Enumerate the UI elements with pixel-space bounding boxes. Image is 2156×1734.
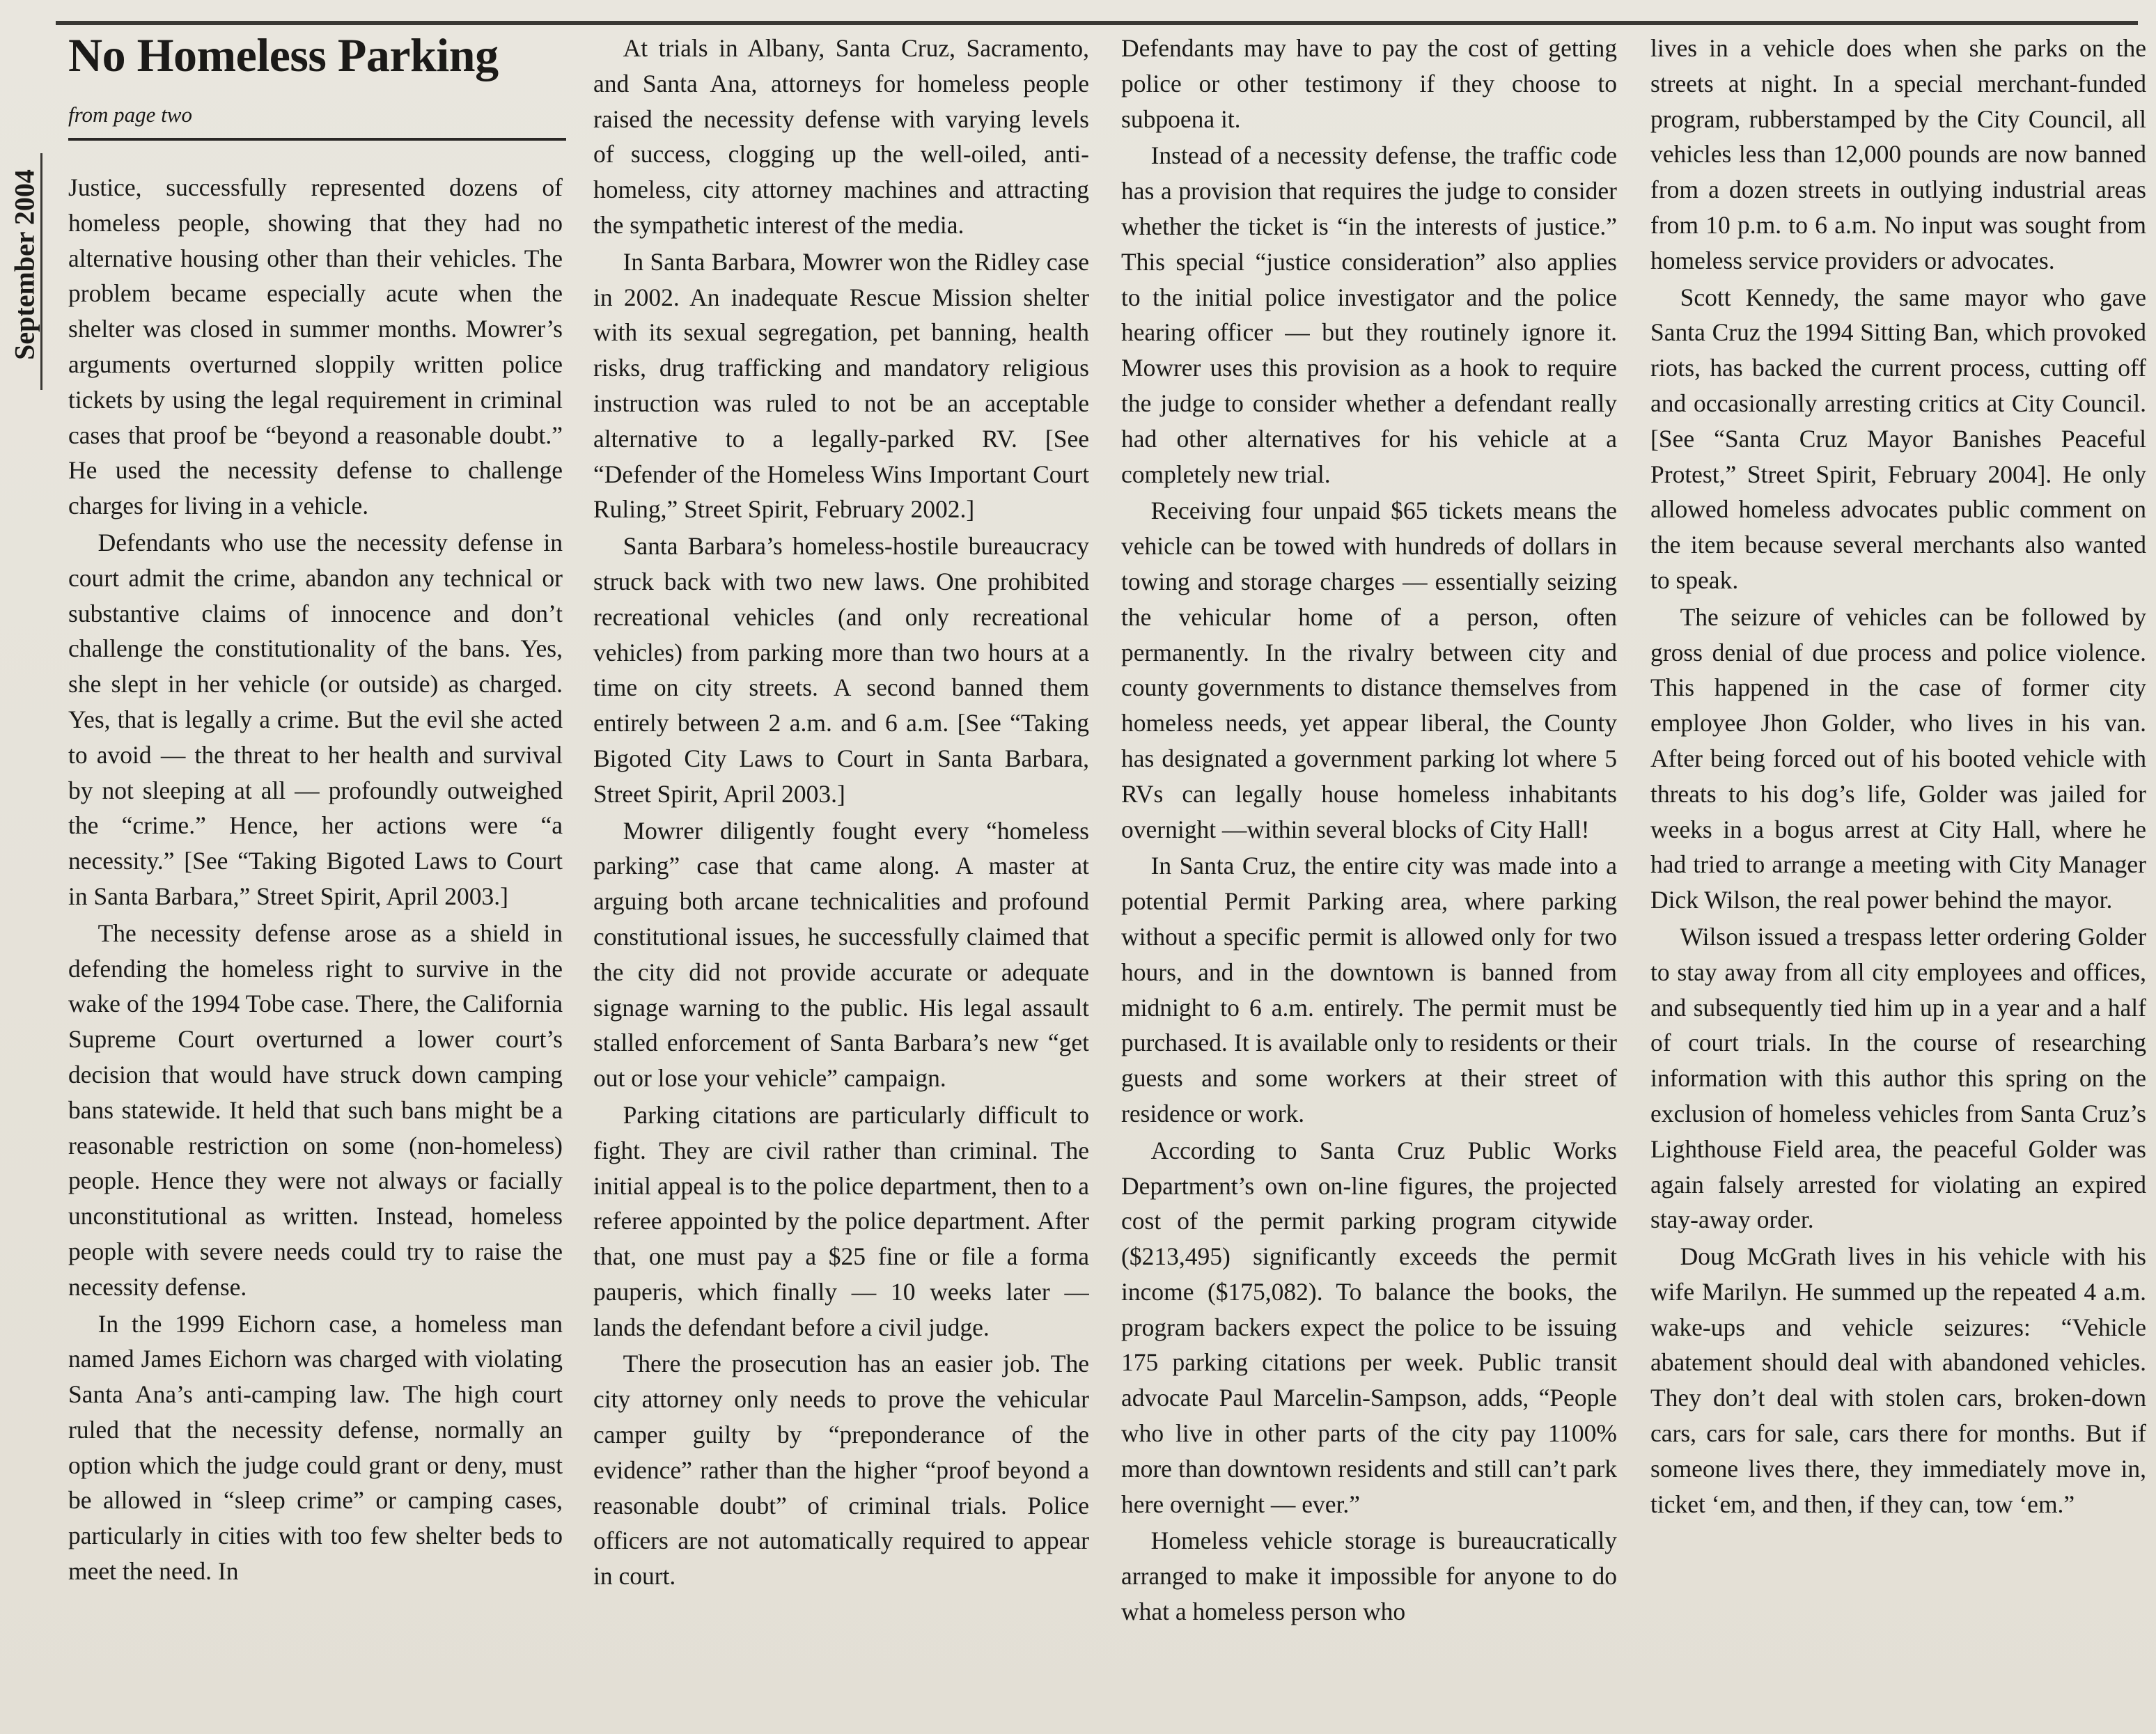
dateline-rule: [40, 153, 42, 390]
dateline-text: September 2004: [8, 169, 40, 360]
kicker: from page two: [68, 102, 192, 127]
paragraph: Parking citations are particularly difficult to fight. They are civil rather than criminal. The initial appeal is to the police department, then to a referee appointed by the police department. After that, one must pay a $25 fine or file a forma pauperis, which finally — 10 weeks later — lands the defendant before a civil judge.: [593, 1100, 1089, 1341]
column-1: [68, 170, 563, 1734]
paragraph: There the prosecution has an easier job. The city attorney only needs to prove the vehicular camper guilty by “preponderance of the evidence” rather than the higher “proof beyond a reasonable doubt” of criminal trials. Police officers are not automatically required to appear in court.: [593, 1350, 1089, 1591]
column-2: [593, 31, 1089, 1734]
paragraph: In Santa Cruz, the entire city was made into a potential Permit Parking area, where parking without a specific permit is allowed only for two hours, and in the downtown is banned from midnight to 6 a.m. entirely. The permit must be purchased. It is available only to residents or their guests and some workers at their street of residence or work.: [1121, 852, 1617, 1127]
paragraph: At trials in Albany, Santa Cruz, Sacramento, and Santa Ana, attorneys for homeless people raised the necessity defense with varying levels of success, clogging up the well-oiled, anti-homeless, city attorney machines and attracting the sympathetic interest of the media.: [593, 34, 1089, 239]
paragraph: Scott Kennedy, the same mayor who gave Santa Cruz the 1994 Sitting Ban, which provoked riots, has backed the current process, cutting off and occasionally arresting critics at City Council. [See “Santa Cruz Mayor Banishes Peaceful Protest,” Street Spirit, February 2004]. He only allowed homeless advocates public comment on the item because several merchants also wanted to speak.: [1650, 283, 2146, 594]
paragraph: Santa Barbara’s homeless-hostile bureaucracy struck back with two new laws. One prohibited recreational vehicles (and only recreational vehicles) from parking more than two hours at a time on city streets. A second banned them entirely between 2 a.m. and 6 a.m. [See “Taking Bigoted City Laws to Court in Santa Barbara, Street Spirit, April 2003.]: [593, 532, 1089, 808]
paragraph: In the 1999 Eichorn case, a homeless man named James Eichorn was charged with violating Santa Ana’s anti-camping law. The high court ruled that the necessity defense, normally an option which the judge could grant or deny, must be allowed in “sleep crime” or camping cases, particularly in cities with too few shelter beds to meet the need. In: [68, 1309, 563, 1586]
paragraph: Mowrer diligently fought every “homeless parking” case that came along. A master at arguing both arcane technicalities and profound constitutional issues, he successfully claimed that the city did not provide accurate or adequate signage warning to the public. His legal assault stalled enforcement of Santa Barbara’s new “get out or lose your vehicle” campaign.: [593, 816, 1089, 1093]
paragraph: The necessity defense arose as a shield in defending the homeless right to survive in the wake of the 1994 Tobe case. There, the California Supreme Court overturned a lower court’s decision that would have struck down camping bans statewide. It held that such bans might be a reasonable restriction on some (non-homeless) people. Hence they were not always or facially unconstitutional as written. Instead, homeless people with severe needs could try to raise the necessity defense.: [68, 919, 563, 1301]
paragraph: According to Santa Cruz Public Works Department’s own on-line figures, the projected cost of the permit parking program citywide ($213,495) significantly exceeds the permit income ($175,082). To balance the books, the program backers expect the police to be issuing 175 parking citations per week. Public transit advocate Paul Marcelin-Sampson, adds, “People who live in other parts of the city pay 1100% more than downtown residents and still can’t park here overnight — ever.”: [1121, 1136, 1617, 1518]
paragraph: lives in a vehicle does when she parks on the streets at night. In a special merchant-funded program, rubberstamped by the City Council, all vehicles less than 12,000 pounds are now banned from a dozen streets in outlying industrial areas from 10 p.m. to 6 a.m. No input was sought from homeless service providers or advocates.: [1650, 34, 2146, 274]
headline: No Homeless Parking: [68, 29, 499, 81]
paragraph: The seizure of vehicles can be followed by gross denial of due process and police violence. This happened in the case of former city employee Jhon Golder, who lives in his van. After being forced out of his booted vehicle with threats to his dog’s life, Golder was jailed for weeks in a bogus arrest at City Hall, where he had tried to arrange a meeting with City Manager Dick Wilson, the real power behind the mayor.: [1650, 602, 2146, 914]
column-4: [1650, 31, 2146, 1734]
paragraph: Defendants who use the necessity defense in court admit the crime, abandon any technical or substantive claims of innocence and don’t challenge the constitutionality of the bans. Yes, she slept in her vehicle (or outside) as charged. Yes, that is legally a crime. But the evil she acted to avoid — the threat to her health and survival by not sleeping at all — profoundly outweighed the “crime.” Hence, her actions were “a necessity.” [See “Taking Bigoted Laws to Court in Santa Barbara,” Street Spirit, April 2003.]: [68, 528, 563, 910]
headline-rule: [68, 138, 566, 141]
paragraph: Defendants may have to pay the cost of getting police or other testimony if they choose to subpoena it.: [1121, 34, 1617, 133]
top-rule: [56, 21, 2138, 25]
paragraph: Wilson issued a trespass letter ordering Golder to stay away from all city employees and offices, and subsequently tied him up in a year and a half of court trials. In the course of researching information with this author this spring on the exclusion of homeless vehicles from Santa Cruz’s Lighthouse Field area, the peaceful Golder was again falsely arrested for violating an expired stay-away order.: [1650, 922, 2146, 1234]
paragraph: Doug McGrath lives in his vehicle with his wife Marilyn. He summed up the repeated 4 a.m. wake-ups and vehicle seizures: “Vehicle abatement should deal with abandoned vehicles. They don’t deal with stolen cars, broken-down cars, cars for sale, cars there for months. But if someone lives there, they immediately move in, ticket ‘em, and then, if they can, tow ‘em.”: [1650, 1242, 2146, 1518]
paragraph: In Santa Barbara, Mowrer won the Ridley case in 2002. An inadequate Rescue Mission shelter with its sexual segregation, pet banning, health risks, drug trafficking and mandatory religious instruction was ruled to not be an acceptable alternative to a legally-parked RV. [See “Defender of the Homeless Wins Important Court Ruling,” Street Spirit, February 2002.]: [593, 247, 1089, 524]
column-3: [1121, 31, 1617, 1734]
paragraph: Instead of a necessity defense, the traffic code has a provision that requires the judge to consider whether the ticket is “in the interests of justice.” This special “justice consideration” also applies to the initial police investigator and the police hearing officer — but they routinely ignore it. Mowrer uses this provision as a hook to require the judge to consider whether a defendant really had other alternatives for his vehicle at a completely new trial.: [1121, 141, 1617, 488]
paragraph: Receiving four unpaid $65 tickets means the vehicle can be towed with hundreds of dollars in towing and storage charges — essentially seizing the vehicular home of a person, often permanently. In the rivalry between city and county governments to distance themselves from homeless needs, yet appear liberal, the County has designated a government parking lot where 5 RVs can legally house homeless inhabitants overnight —within several blocks of City Hall!: [1121, 497, 1617, 843]
paragraph: Homeless vehicle storage is bureaucratically arranged to make it impossible for anyone to do what a homeless person who: [1121, 1526, 1617, 1626]
paragraph: Justice, successfully represented dozens of homeless people, showing that they had no alternative housing other than their vehicles. The problem became especially acute when the shelter was closed in summer months. Mowrer’s arguments overturned sloppily written police tickets by using the legal requirement in criminal cases that proof be “beyond a reasonable doubt.” He used the necessity defense to challenge charges for living in a vehicle.: [68, 173, 563, 520]
dateline: [3, 139, 46, 390]
